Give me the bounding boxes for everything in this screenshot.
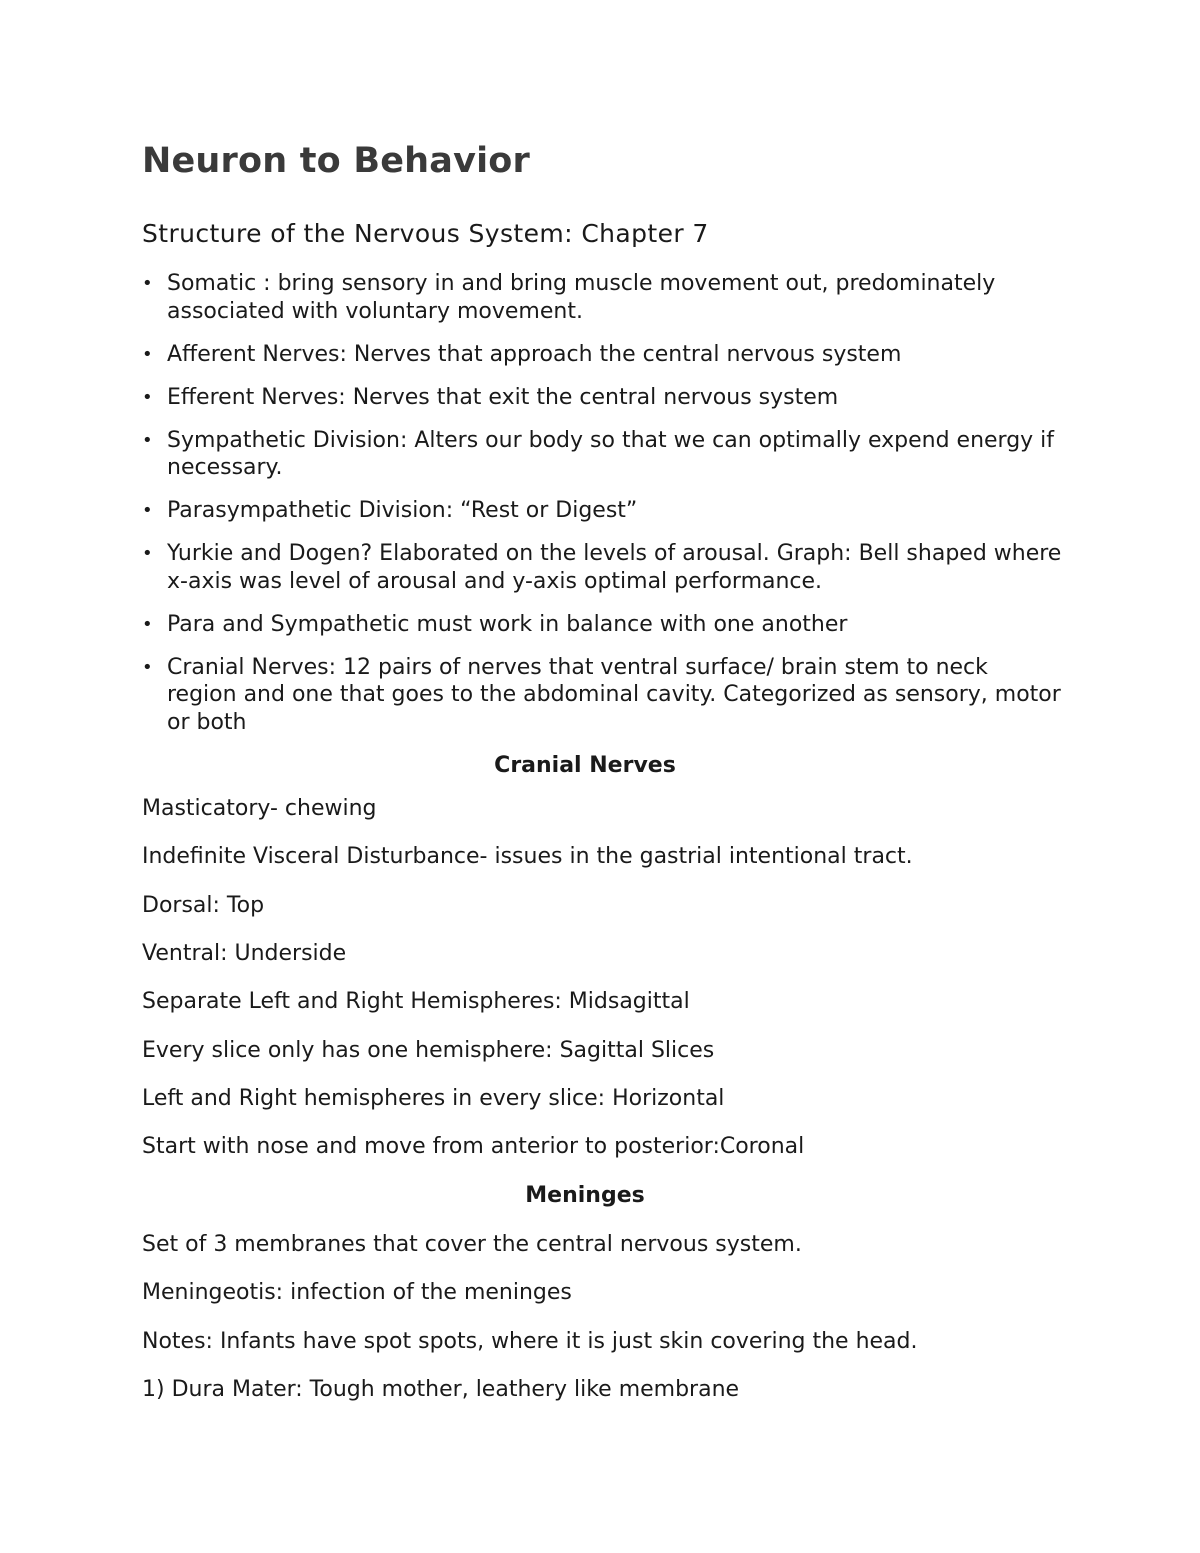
numbered-item: 1) Dura Mater: Tough mother, leathery like membrane <box>142 1377 740 1402</box>
paragraph: Masticatory- chewing <box>142 796 377 821</box>
list-item <box>142 384 1062 412</box>
bullet-icon: • <box>142 613 153 635</box>
bullet-icon: • <box>142 543 153 564</box>
list-item-text: Sympathetic Division: Alters our body so that we can optimally expend energy if necessary. <box>167 427 1055 480</box>
bullet-list <box>142 270 1062 752</box>
paragraph: Left and Right hemispheres in every slice: Horizontal <box>142 1086 725 1111</box>
list-item <box>142 611 1062 639</box>
paragraph: Start with nose and move from anterior to posterior:Coronal <box>142 1134 805 1159</box>
list-item <box>142 654 1062 737</box>
paragraph: Separate Left and Right Hemispheres: Midsagittal <box>142 989 690 1014</box>
bullet-icon: • <box>142 656 153 678</box>
bullet-icon: • <box>142 500 153 521</box>
list-item <box>142 497 1062 525</box>
paragraph: Indefinite Visceral Disturbance- issues in the gastrial intentional tract. <box>142 844 913 869</box>
paragraph: Dorsal: Top <box>142 893 265 918</box>
list-item <box>142 270 1062 325</box>
paragraph: Notes: Infants have spot spots, where it is just skin covering the head. <box>142 1329 918 1354</box>
list-item <box>142 540 1062 595</box>
list-item-text: Parasympathetic Division: “Rest or Digest” <box>167 498 638 523</box>
document-page <box>142 0 1062 1553</box>
list-item-text: Yurkie and Dogen? Elaborated on the levels of arousal. Graph: Bell shaped where x-axis was level of arousal and y-axis optimal performance. <box>167 541 1062 594</box>
paragraph: Meningeotis: infection of the meninges <box>142 1280 572 1305</box>
section-heading-cranial-nerves: Cranial Nerves <box>494 753 676 778</box>
list-item-text: Somatic : bring sensory in and bring muscle movement out, predominately associated with voluntary movement. <box>167 271 996 324</box>
bullet-icon: • <box>142 273 153 294</box>
paragraph: Set of 3 membranes that cover the central nervous system. <box>142 1232 802 1257</box>
section-heading-meninges: Meninges <box>525 1183 645 1208</box>
document-title: Neuron to Behavior <box>142 141 530 181</box>
list-item-text: Cranial Nerves: 12 pairs of nerves that ventral surface/ brain stem to neck region and one that goes to the abdominal cavity. Categorized as sensory, motor or both <box>167 654 1061 735</box>
list-item-text: Efferent Nerves: Nerves that exit the central nervous system <box>167 384 839 410</box>
paragraph: Ventral: Underside <box>142 941 347 966</box>
bullet-icon: • <box>142 343 153 365</box>
bullet-icon: • <box>142 429 153 451</box>
paragraph: Every slice only has one hemisphere: Sagittal Slices <box>142 1038 715 1063</box>
list-item-text: Afferent Nerves: Nerves that approach the central nervous system <box>167 341 902 367</box>
bullet-icon: • <box>142 386 153 408</box>
document-subtitle: Structure of the Nervous System: Chapter 7 <box>142 219 709 248</box>
list-item <box>142 341 1062 369</box>
list-item <box>142 427 1062 482</box>
list-item-text: Para and Sympathetic must work in balance with one another <box>167 611 848 637</box>
